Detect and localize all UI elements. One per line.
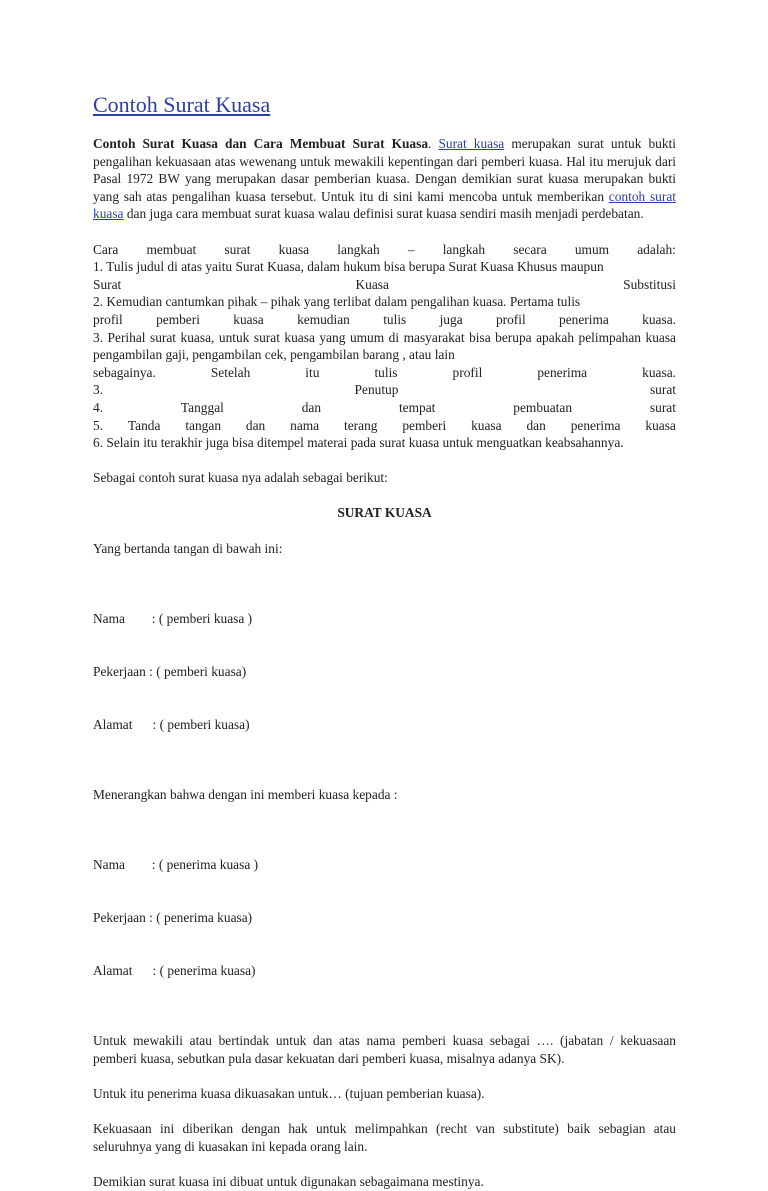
word: profil [452,364,483,380]
word: – [407,241,415,257]
steps-line-8 [93,399,676,417]
word: dan [526,417,546,433]
steps-line-6 [93,364,676,382]
word: Cara [93,241,119,257]
word: tulis [374,364,398,380]
word: penerima [537,364,588,380]
intro-bold-lead: Contoh Surat Kuasa dan Cara Membuat Surat Kuasa [93,136,429,151]
word: penerima [570,417,621,433]
receiver-address: Alamat : ( penerima kuasa) [93,962,256,978]
word: Substitusi [623,276,676,292]
receiver-block [93,821,676,1015]
word: kuasa. [642,311,676,327]
word: penerima [559,311,609,327]
word: 3. [93,382,104,398]
word: membuat [146,241,197,257]
word: Kuasa [355,276,389,292]
word: Setelah [210,364,251,380]
word: 4. [93,399,104,415]
word: itu [305,364,320,380]
example-intro: Sebagai contoh surat kuasa nya adalah sebagai berikut: [93,470,388,486]
steps-line-5: 3. Perihal surat kuasa, untuk surat kuasa yang umum di masyarakat bisa berupa apakah pelimpahan kuasa pengambilan gaji, pengambilan cek, pengambilan barang , atau lain [93,329,676,363]
word: pemberi [402,417,447,433]
letter-para-4: Demikian surat kuasa ini dibuat untuk digunakan sebagaimana mestinya. [93,1174,484,1190]
word: kuasa [278,241,310,257]
steps-line-2 [93,276,676,294]
steps-line-4 [93,311,676,329]
word: dan [245,417,266,433]
word: sebagainya. [93,364,156,380]
steps-line-9 [93,417,676,435]
page-title [93,88,676,122]
contoh-surat-kuasa-link[interactable]: contoh surat kuasa [93,188,677,222]
steps-line-1: 1. Tulis judul di atas yaitu Surat Kuasa, dalam hukum bisa berupa Surat Kuasa Khusus maupun [93,259,604,275]
word: langkah [337,241,380,257]
word: 5. [93,417,104,433]
word: profil [93,311,123,327]
word: profil [495,311,526,327]
letter-declares: Menerangkan bahwa dengan ini memberi kuasa kepada : [93,786,398,802]
intro-text-2: dan juga cara membuat surat kuasa walau definisi surat kuasa sendiri masih menjadi perdebatan. [123,206,644,222]
word: tempat [398,399,436,415]
word: Tanggal [180,399,224,415]
intro-paragraph [93,135,676,223]
receiver-job: Pekerjaan : ( penerima kuasa) [93,910,253,926]
word: juga [439,311,463,327]
word: Penutup [354,382,399,398]
receiver-name: Nama : ( penerima kuasa ) [93,857,259,873]
word: kuasa [471,417,502,433]
steps-line-10: 6. Selain itu terakhir juga bisa ditempel materai pada surat kuasa untuk menguatkan keabsahannya. [93,435,624,451]
word: tangan [185,417,222,433]
word: secara [513,241,547,257]
word: surat [649,382,676,398]
word: terang [344,417,378,433]
title-link[interactable]: Contoh Surat Kuasa [93,92,271,117]
word: kuasa [233,311,264,327]
giver-address: Alamat : ( pemberi kuasa) [93,716,250,732]
steps-section [93,241,676,452]
giver-name: Nama : ( pemberi kuasa ) [93,611,253,627]
word: Tanda [127,417,161,433]
word: tulis [383,311,407,327]
word: pemberi [156,311,200,327]
word: pembuatan [513,399,573,415]
word: langkah [442,241,486,257]
intro-dot: . [428,136,439,151]
letter-para-2: Untuk itu penerima kuasa dikuasakan untuk… (tujuan pemberian kuasa). [93,1086,485,1102]
steps-line-3: 2. Kemudian cantumkan pihak – pihak yang terlibat dalam pengalihan kuasa. Pertama tulis [93,294,581,310]
letter-undersigned: Yang bertanda tangan di bawah ini: [93,540,283,556]
word: Surat [93,276,122,292]
word: surat [224,241,251,257]
word: surat [649,399,676,415]
word: kuasa [645,417,676,433]
giver-block [93,575,676,769]
steps-line-0 [93,241,676,259]
letter-heading: SURAT KUASA [337,505,432,521]
word: umum [574,241,610,257]
word: adalah: [637,241,676,257]
giver-job: Pekerjaan : ( pemberi kuasa) [93,663,247,679]
word: kemudian [297,311,350,327]
word: dan [301,399,322,415]
letter-para-1: Untuk mewakili atau bertindak untuk dan atas nama pemberi kuasa sebagai …. (jabatan / kekuasaan pemberi kuasa, sebutkan pula dasar kekuatan dari pemberi kuasa, misalnya adanya SK). [93,1033,676,1066]
steps-line-7 [93,381,676,399]
word: nama [290,417,320,433]
intro-text-1: merupakan surat untuk bukti pengalihan kekuasaan atas wewenang untuk mewakili kepentingan dari pemberi kuasa. Hal itu merujuk dari Pasal 1972 BW yang merupakan dasar pemberian kuasa. Dengan demikian surat kuasa merupakan bukti yang sah atas pengalihan kuasa tersebut. Untuk itu di sini kami mencoba untuk memberikan [93,136,676,204]
word: kuasa. [642,364,676,380]
letter-para-3: Kekuasaan ini diberikan dengan hak untuk melimpahkan (recht van substitute) baik sebagian atau seluruhnya yang di kuasakan ini kepada orang lain. [93,1121,676,1154]
document-page [93,88,676,1191]
surat-kuasa-link[interactable]: Surat kuasa [438,136,505,151]
